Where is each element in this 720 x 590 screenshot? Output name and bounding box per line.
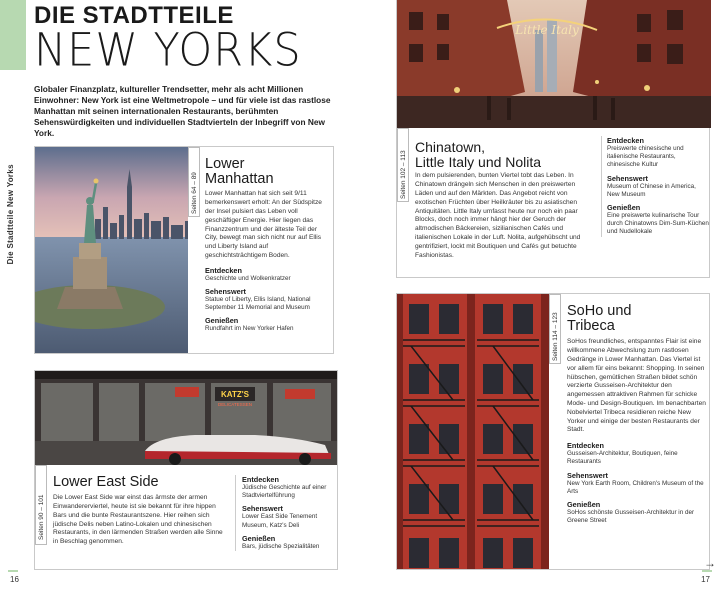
pages-tab-text: Seiten 64 – 89 bbox=[191, 172, 198, 214]
card-text: Die Lower East Side war einst das ärmste der armen Einwandererviertel, heute ist sie bekannt für ihre hippen Bars und die bunte Restaurantszene. Hier reihen sich jüdische Delis neben Latino-Lokalen und chinesischen Restaurants, in den lärmenden Straßen werden alle Sinne in Beschlag genommen. bbox=[53, 494, 223, 546]
card-text: Lower Manhattan hat sich seit 9/11 bemerkenswert erholt: An der Südspitze der Insel pulsiert das Leben voll geschäftiger Energie. Hier liegen das Finanzzentrum und der älteste Teil der City, bewegt man sich nicht nur auf Ellis und Liberty Island auf geschichtsträchtigem Boden. bbox=[205, 190, 322, 260]
value-sehenswert: Lower East Side Tenement Museum, Katz's Deli bbox=[242, 513, 318, 529]
card-title: Chinatown, Little Italy und Nolita bbox=[415, 139, 542, 170]
deli-sub-sign: DELICATESSEN bbox=[218, 402, 252, 407]
label-entdecken: Entdecken bbox=[205, 265, 242, 275]
card-text: In dem pulsierenden, bunten Viertel tobt das Leben. In Chinatown drängeln sich Menschen in den preiswerten Läden und auf den Märkten. Das Angebot reicht von exotischen Früchten über Heilkräuter bis zu asiatischen Antiquitäten. Little Italy umfasst heute nur noch ein paar Blocks, doch noch immer hängt hier der Geruch der altmodischen Bäckereien, sizilianischen Cafés und italienischen Lokale in der Luft. Nolita, aufgehübscht und gentrifiziert, lockt mit Boutiquen und Cafés gut betuchte Fashionistas. bbox=[415, 172, 581, 259]
label-sehenswert: Sehenswert bbox=[205, 287, 246, 297]
card-lower-manhattan bbox=[34, 146, 334, 354]
value-entdecken: Jüdische Geschichte auf einer Stadtviertelführung bbox=[242, 484, 327, 500]
label-sehenswert: Sehenswert bbox=[567, 470, 608, 480]
section-color-bar bbox=[0, 0, 26, 70]
page-number-marker bbox=[8, 570, 18, 572]
label-geniessen: Genießen bbox=[242, 533, 276, 543]
pages-tab bbox=[397, 128, 409, 202]
card-title: Lower Manhattan bbox=[205, 156, 274, 188]
pages-tab-text: Seiten 102 – 113 bbox=[400, 150, 407, 199]
label-sehenswert: Sehenswert bbox=[607, 173, 648, 183]
little-italy-sign: Little Italy bbox=[515, 23, 579, 37]
label-sehenswert: Sehenswert bbox=[242, 504, 283, 514]
label-geniessen: Genießen bbox=[567, 500, 601, 510]
next-page-arrow-icon: → bbox=[704, 556, 716, 570]
page-title-line1: DIE STADTTEILE bbox=[34, 2, 234, 29]
label-geniessen: Genießen bbox=[205, 316, 239, 326]
intro-text: Globaler Finanzplatz, kultureller Trendsetter, mehr als acht Millionen Einwohner: New York ist eine Weltmetropole – und für viele ist das rastlose Manhattan mit seinen internationalen Restaurants, berühmten Sehenswürdigkeiten und individuellen Stadtvierteln der Inbegriff von New York. bbox=[34, 84, 331, 138]
value-entdecken: Preiswerte chinesische und italienische Restaurants, chinesische Kultur bbox=[607, 145, 684, 169]
page-number: 16 bbox=[10, 575, 19, 584]
page-number: 17 bbox=[701, 575, 710, 584]
card-lower-east-side bbox=[34, 370, 338, 570]
right-page bbox=[360, 0, 720, 590]
pages-tab-text: Seiten 90 – 101 bbox=[38, 494, 45, 540]
pages-tab bbox=[549, 294, 561, 364]
value-geniessen: Eine preiswerte kulinarische Tour durch Chinatowns Dim-Sum-Küchen und Nudellokale bbox=[607, 212, 709, 236]
photo-fire-escapes bbox=[397, 294, 549, 569]
label-entdecken: Entdecken bbox=[567, 441, 604, 451]
card-chinatown bbox=[396, 0, 710, 278]
card-text: SoHos freundliches, entspanntes Flair ist eine willkommene Abwechslung zum rastlosen Gedränge in Lower Manhattan. Das Viertel ist vor allem für eins bekannt: Shopping. In seinen hübschen, gemütlichen Straßen bildet schön verzierte Gusseisen-Architektur den angemessen attraktiven Rahmen für schicke Mode- und Design-Boutiquen. Im benachbarten Nobelviertel Tribeca residieren reiche New Yorker und einige der besten Restaurants der Stadt. bbox=[567, 338, 706, 434]
card-title: SoHo und Tribeca bbox=[567, 303, 632, 335]
side-label-title: Die Stadtteile New Yorks bbox=[6, 164, 15, 265]
label-geniessen: Genießen bbox=[607, 203, 641, 213]
deli-sign: KATZ'S bbox=[221, 390, 249, 399]
photo-little-italy-street bbox=[397, 0, 711, 128]
photo-statue-of-liberty bbox=[35, 147, 188, 353]
value-sehenswert: Statue of Liberty, Ellis Island, National September 11 Memorial and Museum bbox=[205, 296, 311, 312]
photo-katzs-deli bbox=[35, 371, 337, 465]
card-soho-tribeca bbox=[396, 293, 710, 570]
label-entdecken: Entdecken bbox=[242, 475, 279, 484]
pages-tab bbox=[188, 147, 200, 217]
value-sehenswert: Museum of Chinese in America, New Museum bbox=[607, 182, 696, 198]
value-geniessen: Rundfahrt im New Yorker Hafen bbox=[205, 325, 294, 333]
pages-tab-text: Seiten 114 – 123 bbox=[552, 312, 559, 361]
value-sehenswert: New York Earth Room, Children's Museum of the Arts bbox=[567, 479, 704, 495]
page-number-marker bbox=[702, 570, 712, 572]
value-geniessen: SoHos schönste Gusseisen-Architektur in der Greene Street bbox=[567, 509, 695, 525]
page-title-line2: NEW YORKS bbox=[34, 24, 302, 78]
value-geniessen: Bars, jüdische Spezialitäten bbox=[242, 542, 320, 550]
value-entdecken: Gusseisen-Architektur, Boutiquen, feine Restaurants bbox=[567, 450, 678, 466]
value-entdecken: Geschichte und Wolkenkratzer bbox=[205, 274, 291, 282]
pages-tab bbox=[35, 465, 47, 545]
card-title: Lower East Side bbox=[53, 474, 159, 490]
side-running-header bbox=[4, 72, 20, 272]
label-entdecken: Entdecken bbox=[607, 136, 644, 145]
